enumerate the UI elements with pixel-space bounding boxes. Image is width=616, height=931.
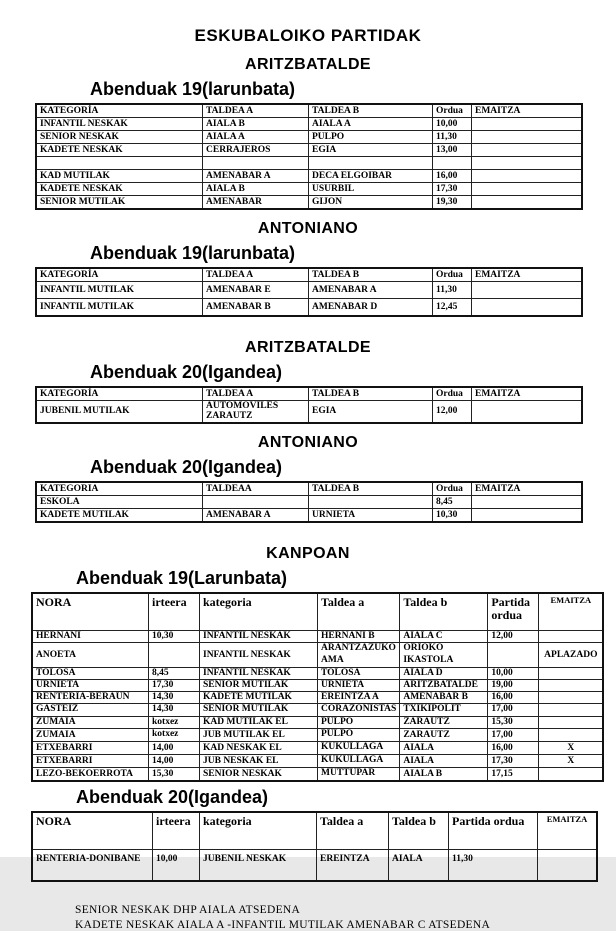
table-cell: CORAZONISTAS (318, 703, 400, 716)
table-cell: 16,00 (488, 742, 539, 755)
venue-title-antoniano-1: ANTONIANO (257, 220, 359, 237)
table-cell: 10,00 (153, 849, 200, 881)
table-cell (472, 157, 583, 170)
column-header: NORA (32, 593, 149, 631)
table-cell: AIALA C (400, 630, 488, 642)
table-cell: JUBENIL NESKAK (200, 849, 317, 881)
column-header: KATEGORIA (36, 482, 203, 496)
column-header: EMAITZA (538, 812, 598, 850)
column-header: EMAITZA (539, 593, 604, 631)
table-cell: KADETE NESKAK (36, 144, 203, 157)
table-cell: RENTERIA-DONIBANE (32, 849, 153, 881)
table-cell: INFANTIL NESKAK (36, 118, 203, 131)
table-row (32, 667, 603, 679)
column-header: Partida ordua (488, 593, 539, 631)
table-cell (472, 144, 583, 157)
schedule-table (35, 267, 583, 317)
table-cell: ETXEBARRI (32, 742, 149, 755)
table-cell (538, 849, 598, 881)
table-cell: ZUMAIA (32, 729, 149, 742)
column-header: TALDEA B (309, 482, 433, 496)
table-cell: AIALA A (309, 118, 433, 131)
footer-note-2: KADETE NESKAK AIALA A -INFANTIL MUTILAK AMENABAR C ATSEDENA (75, 918, 491, 931)
table-cell (149, 642, 200, 667)
table-cell: AMENABAR A (203, 170, 309, 183)
table-cell: JUB MUTILAK EL (200, 729, 318, 742)
table-cell: AIALA A (203, 131, 309, 144)
table-row (36, 299, 582, 317)
column-header: KATEGORÍA (36, 104, 203, 118)
table-cell: 8,45 (433, 495, 472, 508)
table-cell (539, 768, 604, 781)
table-cell (309, 157, 433, 170)
table-cell: TOLOSA (318, 667, 400, 679)
table-cell: 14,30 (149, 691, 200, 703)
table-cell: CERRAJEROS (203, 144, 309, 157)
table-cell: KAD MUTILAK EL (200, 716, 318, 729)
column-header: Ordua (433, 482, 472, 496)
column-header: TALDEAA (203, 482, 309, 496)
table-cell: AMENABAR D (309, 299, 433, 317)
table-cell: ARITZBATALDE (400, 679, 488, 691)
table-cell: JUB NESKAK EL (200, 755, 318, 768)
venue-title-antoniano-2: ANTONIANO (257, 433, 359, 451)
table-cell: SENIOR MUTILAK (200, 679, 318, 691)
table-cell: ZARAUTZ (400, 729, 488, 742)
column-header: TALDEA B (309, 268, 433, 282)
table-cell: X (539, 742, 604, 755)
table-cell: 17,00 (488, 729, 539, 742)
table-cell (539, 729, 604, 742)
table-cell: 10,30 (149, 630, 200, 642)
table-cell: SENIOR MUTILAK (36, 196, 203, 210)
column-header: KATEGORÍA (36, 268, 203, 282)
table-cell: ARANTZAZUKO AMA (318, 642, 400, 667)
table-cell: 17,00 (488, 703, 539, 716)
table-cell (488, 642, 539, 667)
table-cell: ANOETA (32, 642, 149, 667)
table-cell: EREINTZA A (318, 691, 400, 703)
table-cell: 17,30 (433, 183, 472, 196)
table-cell: SENIOR NESKAK (200, 768, 318, 781)
schedule-table (31, 811, 598, 882)
table-cell: 10,00 (433, 118, 472, 131)
column-header: Ordua (433, 268, 472, 282)
table-cell: INFANTIL NESKAK (200, 667, 318, 679)
table-cell: 17,15 (488, 768, 539, 781)
schedule-table (35, 481, 583, 523)
table-cell: AMENABAR A (309, 282, 433, 299)
table-cell (433, 157, 472, 170)
table-cell: DECA ELGOIBAR (309, 170, 433, 183)
table-cell (539, 679, 604, 691)
schedule-table (35, 103, 583, 210)
table-cell (36, 157, 203, 170)
table-cell: KADETE NESKAK (36, 183, 203, 196)
table-cell: 15,30 (149, 768, 200, 781)
venue-title-aritzbatalde-1: ARITZBATALDE (245, 56, 371, 73)
table-row (36, 157, 582, 170)
table-row (36, 131, 582, 144)
table-cell: AIALA D (400, 667, 488, 679)
column-header: TALDEA B (309, 387, 433, 401)
table-cell: TXIKIPOLIT (400, 703, 488, 716)
table-cell: AMENABAR B (400, 691, 488, 703)
table-cell (472, 170, 583, 183)
table-row (32, 742, 603, 755)
table-cell: EREINTZA (317, 849, 389, 881)
table-cell: AMENABAR E (203, 282, 309, 299)
table-cell: GIJON (309, 196, 433, 210)
table-cell: X (539, 755, 604, 768)
table-cell: RENTERIA-BERAUN (32, 691, 149, 703)
date-heading-kanpoan-dec19: Abenduak 19(Larunbata) (76, 567, 288, 588)
table-row (32, 729, 603, 742)
date-heading-dec20-antoniano: Abenduak 20(Igandea) (90, 456, 283, 477)
table-cell: 12,45 (433, 299, 472, 317)
table-cell: 13,00 (433, 144, 472, 157)
table-cell: 11,30 (433, 282, 472, 299)
table-row (32, 849, 597, 881)
header-row (32, 593, 603, 631)
table-cell: EGIA (309, 144, 433, 157)
column-header: EMAITZA (472, 268, 583, 282)
column-header: KATEGORÍA (36, 387, 203, 401)
table-row (32, 716, 603, 729)
table-cell: ZUMAIA (32, 716, 149, 729)
table-cell: USURBIL (309, 183, 433, 196)
table-cell: 11,30 (433, 131, 472, 144)
table-cell: AIALA B (203, 118, 309, 131)
table-cell (472, 508, 583, 522)
table-cell: kotxez (149, 716, 200, 729)
table-row (36, 495, 582, 508)
table-cell: JUBENIL MUTILAK (36, 401, 203, 423)
table-row (32, 703, 603, 716)
table-cell: 16,00 (488, 691, 539, 703)
table-cell: SENIOR NESKAK (36, 131, 203, 144)
table-cell: INFANTIL MUTILAK (36, 282, 203, 299)
table-row (36, 170, 582, 183)
table-row (32, 630, 603, 642)
table-cell: KUKULLAGA (318, 755, 400, 768)
table-row (36, 118, 582, 131)
column-header: Partida ordua (449, 812, 538, 850)
table-cell (539, 691, 604, 703)
table-cell: ORIOKO IKASTOLA (400, 642, 488, 667)
table-cell: APLAZADO (539, 642, 604, 667)
column-header: EMAITZA (472, 387, 583, 401)
table-cell: 12,00 (488, 630, 539, 642)
table-cell: AMENABAR (203, 196, 309, 210)
table-cell: GASTEIZ (32, 703, 149, 716)
table-cell: ZARAUTZ (400, 716, 488, 729)
table-cell: URNIETA (309, 508, 433, 522)
table-cell: 10,30 (433, 508, 472, 522)
column-header: TALDEA B (309, 104, 433, 118)
table-cell: URNIETA (318, 679, 400, 691)
header-row (32, 812, 597, 850)
table-row (36, 144, 582, 157)
table-kanpoan-dec19 (0, 592, 616, 782)
table-cell: 8,45 (149, 667, 200, 679)
table-cell: URNIETA (32, 679, 149, 691)
table-cell: INFANTIL NESKAK (200, 642, 318, 667)
column-header: Ordua (433, 387, 472, 401)
table-cell: 14,30 (149, 703, 200, 716)
table-cell: SENIOR MUTILAK (200, 703, 318, 716)
table-cell: 14,00 (149, 755, 200, 768)
table-cell: 10,00 (488, 667, 539, 679)
table-cell: AMENABAR B (203, 299, 309, 317)
table-row (32, 768, 603, 781)
header-row (36, 387, 582, 401)
table-cell: 16,00 (433, 170, 472, 183)
table-cell: EGIA (309, 401, 433, 423)
column-header: irteera (153, 812, 200, 850)
table-row (32, 642, 603, 667)
table-cell (472, 495, 583, 508)
table-cell (203, 495, 309, 508)
table-cell: LEZO-BEKOERROTA (32, 768, 149, 781)
table-cell (472, 282, 583, 299)
table-row (36, 401, 582, 423)
column-header: Taldea a (318, 593, 400, 631)
column-header: TALDEA A (203, 387, 309, 401)
table-cell: KAD NESKAK EL (200, 742, 318, 755)
table-row (32, 691, 603, 703)
table-cell: PULPO (318, 716, 400, 729)
table-cell: ETXEBARRI (32, 755, 149, 768)
column-header: EMAITZA (472, 482, 583, 496)
table-row (36, 196, 582, 210)
table-cell (539, 630, 604, 642)
table-cell: 19,30 (433, 196, 472, 210)
table-cell: 17,30 (149, 679, 200, 691)
table-antoniano-dec20 (0, 481, 616, 523)
table-row (36, 508, 582, 522)
table-cell: KADETE MUTILAK (200, 691, 318, 703)
page-title: ESKUBALOIKO PARTIDAK (194, 26, 422, 45)
column-header: Taldea b (389, 812, 449, 850)
table-row (32, 755, 603, 768)
table-cell: HERNANI B (318, 630, 400, 642)
table-cell (472, 299, 583, 317)
table-aritzbatalde-dec19 (0, 103, 616, 210)
table-cell: ESKOLA (36, 495, 203, 508)
date-heading-dec19-antoniano: Abenduak 19(larunbata) (90, 243, 296, 263)
table-kanpoan-dec20 (0, 811, 616, 882)
column-header: EMAITZA (472, 104, 583, 118)
schedule-table (35, 386, 583, 424)
table-row (36, 282, 582, 299)
table-cell: KAD MUTILAK (36, 170, 203, 183)
column-header: TALDEA A (203, 104, 309, 118)
header-row (36, 482, 582, 496)
table-cell: AIALA (400, 755, 488, 768)
date-heading-kanpoan-dec20: Abenduak 20(Igandea) (76, 786, 269, 807)
table-cell: KUKULLAGA (318, 742, 400, 755)
table-cell: AUTOMOVILES ZARAUTZ (203, 401, 309, 423)
table-cell: AIALA (389, 849, 449, 881)
table-cell: 11,30 (449, 849, 538, 881)
table-cell (539, 667, 604, 679)
venue-title-kanpoan: KANPOAN (266, 544, 350, 562)
table-cell: PULPO (309, 131, 433, 144)
column-header: kategoria (200, 593, 318, 631)
table-cell: MUTTUPAR (318, 768, 400, 781)
table-cell (472, 183, 583, 196)
table-cell: 15,30 (488, 716, 539, 729)
table-cell (472, 401, 583, 423)
table-cell: 14,00 (149, 742, 200, 755)
table-cell (539, 716, 604, 729)
date-heading-dec20-aritzbatalde: Abenduak 20(Igandea) (90, 362, 283, 382)
table-cell: 17,30 (488, 755, 539, 768)
table-cell: HERNANI (32, 630, 149, 642)
table-cell: AIALA B (400, 768, 488, 781)
table-row (36, 183, 582, 196)
table-cell: INFANTIL MUTILAK (36, 299, 203, 317)
schedule-table (31, 592, 604, 782)
table-cell: PULPO (318, 729, 400, 742)
table-cell: AIALA (400, 742, 488, 755)
table-cell: INFANTIL NESKAK (200, 630, 318, 642)
table-cell (472, 131, 583, 144)
table-cell: 19,00 (488, 679, 539, 691)
table-cell (472, 118, 583, 131)
column-header: kategoria (200, 812, 317, 850)
footer-note-1: SENIOR NESKAK DHP AIALA ATSEDENA (75, 903, 301, 916)
table-cell (203, 157, 309, 170)
table-cell (309, 495, 433, 508)
table-row (32, 679, 603, 691)
column-header: Ordua (433, 104, 472, 118)
column-header: irteera (149, 593, 200, 631)
table-cell: kotxez (149, 729, 200, 742)
table-cell (539, 703, 604, 716)
table-cell (472, 196, 583, 210)
table-cell: AIALA B (203, 183, 309, 196)
table-aritzbatalde-dec20 (0, 386, 616, 424)
header-row (36, 104, 582, 118)
header-row (36, 268, 582, 282)
table-cell: KADETE MUTILAK (36, 508, 203, 522)
table-antoniano-dec19 (0, 267, 616, 317)
table-cell: TOLOSA (32, 667, 149, 679)
table-cell: AMENABAR A (203, 508, 309, 522)
column-header: NORA (32, 812, 153, 850)
column-header: Taldea b (400, 593, 488, 631)
date-heading-dec19-aritzbatalde: Abenduak 19(larunbata) (90, 79, 296, 99)
footer-notes (75, 904, 616, 931)
venue-title-aritzbatalde-2: ARITZBATALDE (245, 339, 371, 356)
column-header: Taldea a (317, 812, 389, 850)
table-cell: 12,00 (433, 401, 472, 423)
column-header: TALDEA A (203, 268, 309, 282)
